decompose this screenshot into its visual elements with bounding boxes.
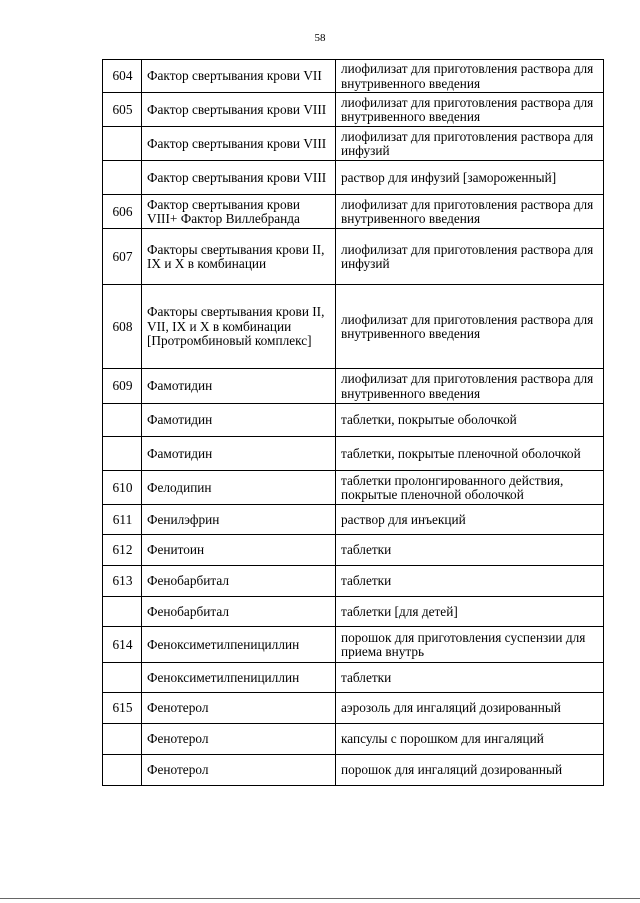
drug-name: Фактор свертывания крови VIII <box>142 161 336 195</box>
drug-name: Фенобарбитал <box>142 597 336 627</box>
dosage-form: лиофилизат для приготовления раствора для внутривенного введения <box>336 285 604 369</box>
table-row <box>103 369 604 404</box>
row-number: 608 <box>103 285 142 369</box>
row-number <box>103 161 142 195</box>
table-row <box>103 471 604 505</box>
table-row <box>103 161 604 195</box>
dosage-form: таблетки, покрытые пленочной оболочкой <box>336 437 604 471</box>
drug-name: Фенотерол <box>142 693 336 724</box>
dosage-form: лиофилизат для приготовления раствора для инфузий <box>336 127 604 161</box>
table-row <box>103 437 604 471</box>
drug-name: Факторы свертывания крови II, VII, IX и X в комбинации [Протромбиновый комплекс] <box>142 285 336 369</box>
table-row <box>103 404 604 437</box>
dosage-form: капсулы с порошком для ингаляций <box>336 724 604 755</box>
dosage-form: таблетки пролонгированного действия, покрытые пленочной оболочкой <box>336 471 604 505</box>
drug-name: Фамотидин <box>142 404 336 437</box>
table-row <box>103 505 604 535</box>
row-number: 606 <box>103 195 142 229</box>
row-number: 612 <box>103 535 142 566</box>
table-row <box>103 93 604 127</box>
dosage-form: таблетки <box>336 663 604 693</box>
drug-name: Фенотерол <box>142 724 336 755</box>
dosage-form: порошок для приготовления суспензии для приема внутрь <box>336 627 604 663</box>
row-number <box>103 755 142 786</box>
drug-name: Факторы свертывания крови II, IX и X в комбинации <box>142 229 336 285</box>
dosage-form: лиофилизат для приготовления раствора для внутривенного введения <box>336 369 604 404</box>
row-number: 610 <box>103 471 142 505</box>
row-number: 614 <box>103 627 142 663</box>
table-row <box>103 627 604 663</box>
row-number: 615 <box>103 693 142 724</box>
row-number: 613 <box>103 566 142 597</box>
row-number <box>103 404 142 437</box>
row-number <box>103 663 142 693</box>
table-row <box>103 724 604 755</box>
dosage-form: таблетки <box>336 535 604 566</box>
page-number: 58 <box>314 32 326 44</box>
drug-name: Фамотидин <box>142 437 336 471</box>
dosage-form: раствор для инъекций <box>336 505 604 535</box>
drug-name: Фактор свертывания крови VIII+ Фактор Виллебранда <box>142 195 336 229</box>
table-row <box>103 597 604 627</box>
row-number: 607 <box>103 229 142 285</box>
drug-name: Фамотидин <box>142 369 336 404</box>
dosage-form: раствор для инфузий [замороженный] <box>336 161 604 195</box>
row-number <box>103 437 142 471</box>
table-row <box>103 663 604 693</box>
table-row <box>103 566 604 597</box>
row-number: 609 <box>103 369 142 404</box>
dosage-form: аэрозоль для ингаляций дозированный <box>336 693 604 724</box>
table-row <box>103 285 604 369</box>
row-number: 604 <box>103 60 142 93</box>
dosage-form: лиофилизат для приготовления раствора для внутривенного введения <box>336 195 604 229</box>
row-number <box>103 724 142 755</box>
drug-name: Фактор свертывания крови VIII <box>142 93 336 127</box>
row-number: 611 <box>103 505 142 535</box>
drug-name: Фенилэфрин <box>142 505 336 535</box>
drug-name: Фенотерол <box>142 755 336 786</box>
table-row <box>103 693 604 724</box>
drug-name: Феноксиметилпенициллин <box>142 663 336 693</box>
drug-name: Фенитоин <box>142 535 336 566</box>
table-row <box>103 60 604 93</box>
dosage-form: таблетки <box>336 566 604 597</box>
row-number <box>103 127 142 161</box>
drug-name: Фактор свертывания крови VII <box>142 60 336 93</box>
drug-name: Фенобарбитал <box>142 566 336 597</box>
drug-table <box>102 59 604 786</box>
drug-name: Фелодипин <box>142 471 336 505</box>
dosage-form: лиофилизат для приготовления раствора для внутривенного введения <box>336 93 604 127</box>
drug-name: Фактор свертывания крови VIII <box>142 127 336 161</box>
row-number: 605 <box>103 93 142 127</box>
table-row <box>103 229 604 285</box>
dosage-form: лиофилизат для приготовления раствора для инфузий <box>336 229 604 285</box>
table-row <box>103 535 604 566</box>
dosage-form: порошок для ингаляций дозированный <box>336 755 604 786</box>
dosage-form: таблетки, покрытые оболочкой <box>336 404 604 437</box>
dosage-form: лиофилизат для приготовления раствора для внутривенного введения <box>336 60 604 93</box>
drug-name: Феноксиметилпенициллин <box>142 627 336 663</box>
bottom-rule <box>0 898 640 899</box>
row-number <box>103 597 142 627</box>
table-row <box>103 127 604 161</box>
table-row <box>103 755 604 786</box>
dosage-form: таблетки [для детей] <box>336 597 604 627</box>
table-row <box>103 195 604 229</box>
